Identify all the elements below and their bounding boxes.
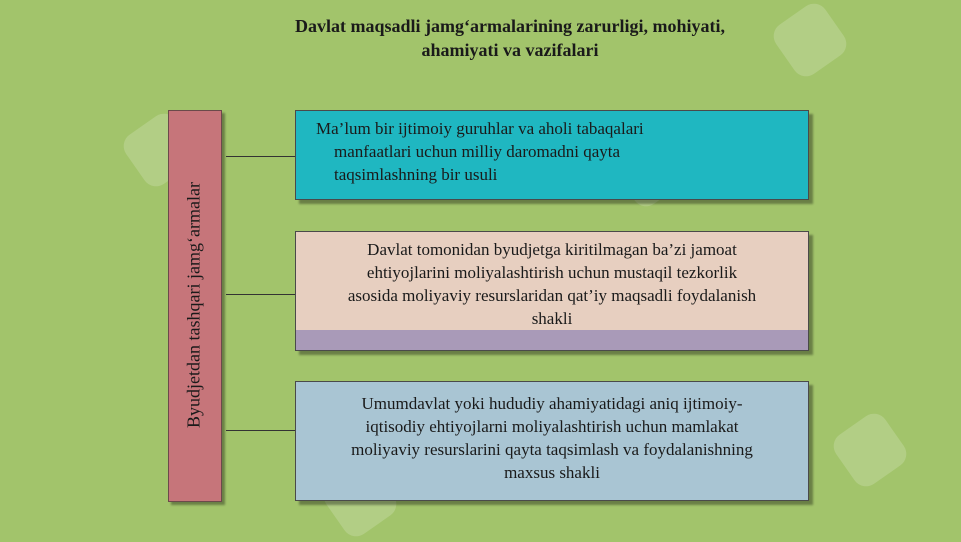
box2-content: [296, 232, 808, 330]
box3-line: Umumdavlat yoki hududiy ahamiyatidagi aniq ijtimoiy-: [361, 394, 743, 413]
box1-line: Ma’lum bir ijtimoiy guruhlar va aholi tabaqalari: [316, 119, 644, 138]
connector-line-3: [226, 430, 296, 431]
definition-box-3: [295, 381, 809, 501]
connector-line-1: [226, 156, 296, 157]
box1-line: manfaatlari uchun milliy daromadni qayta: [334, 142, 621, 161]
box3-line: iqtisodiy ehtiyojlarni moliyalashtirish uchun mamlakat: [365, 417, 739, 436]
connector-line-2: [226, 294, 296, 295]
box2-line: shakli: [531, 309, 573, 328]
box2-line: asosida moliyaviy resurslaridan qat’iy maqsadli foydalanish: [347, 286, 757, 305]
box2-line: Davlat tomonidan byudjetga kiritilmagan ba’zi jamoat: [367, 240, 737, 259]
definition-box-2: [295, 231, 809, 351]
title-line-1: Davlat maqsadli jamg‘armalarining zarurligi, mohiyati,: [295, 16, 725, 36]
box3-line: moliyaviy resurslarini qayta taqsimlash va foydalanishning: [351, 440, 753, 459]
watermark-mark: [828, 408, 912, 492]
title-line-2: ahamiyati va vazifalari: [421, 40, 599, 60]
definition-box-1: [295, 110, 809, 200]
page-title: [200, 14, 820, 62]
side-category-label: Byudjetdan tashqari jamg‘armalar: [183, 182, 204, 428]
box3-line: maxsus shakli: [504, 463, 600, 482]
box2-line: ehtiyojlarini moliyalashtirish uchun mustaqil tezkorlik: [366, 263, 738, 282]
box1-line: taqsimlashning bir usuli: [334, 165, 498, 184]
